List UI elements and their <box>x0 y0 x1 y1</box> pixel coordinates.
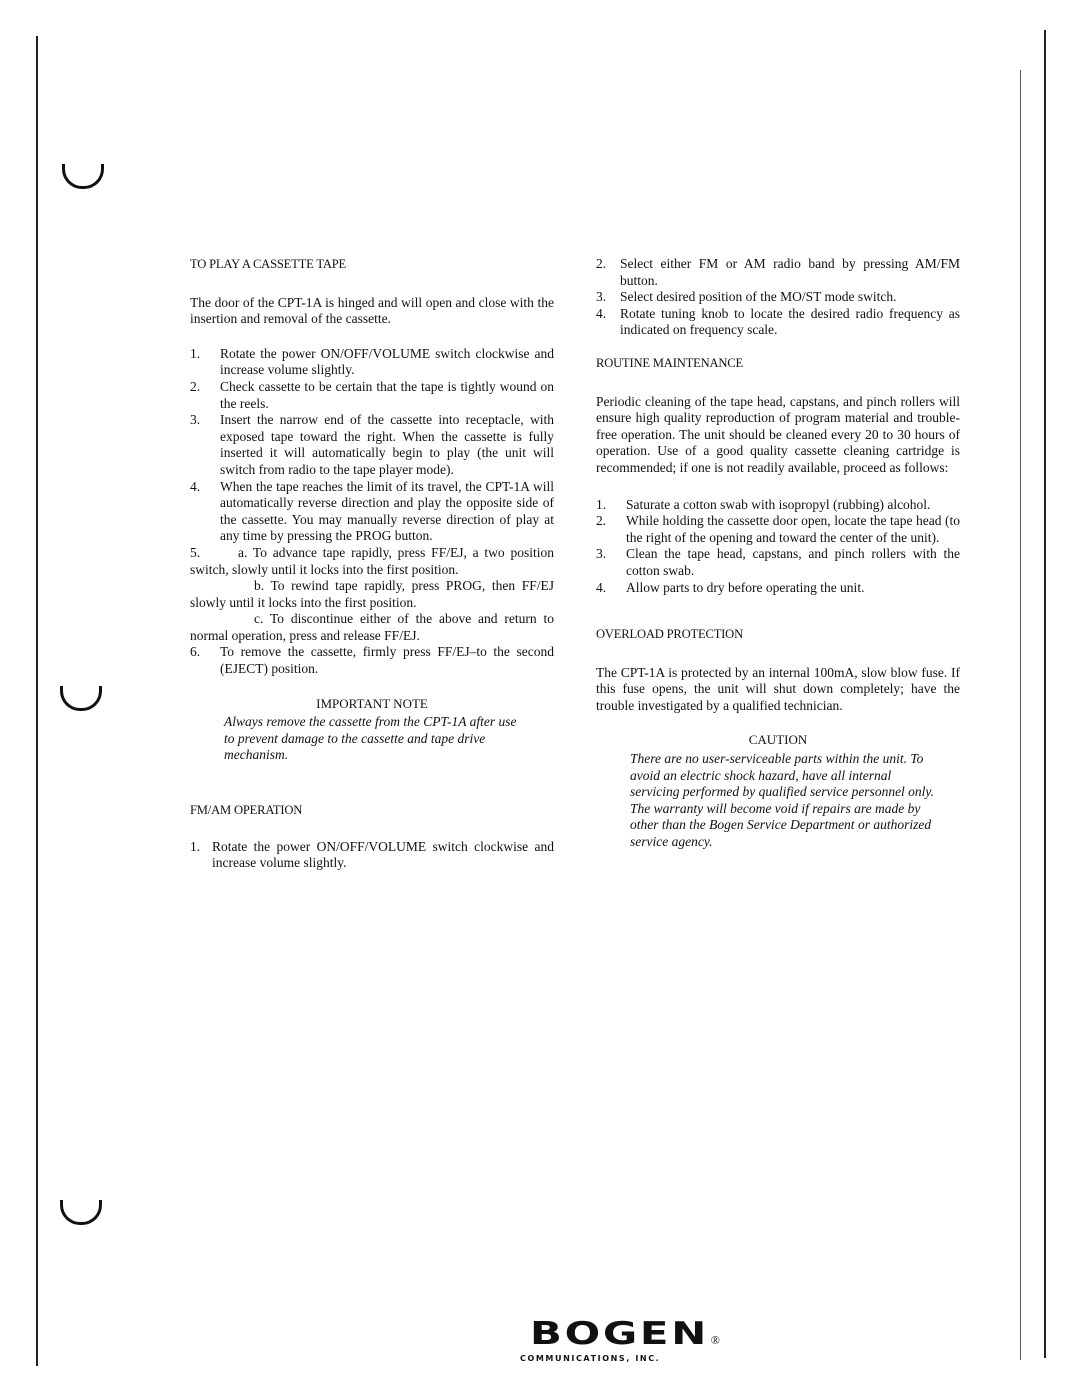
cassette-step: 3. Insert the narrow end of the cassette into receptacle, with exposed tape toward the right. When the cassette is fully inserted it will automatically begin to play (the unit will switch from radio to the tape player mode). <box>190 412 554 477</box>
maintenance-heading: ROUTINE MAINTENANCE <box>596 355 743 370</box>
maintenance-step: 4. Allow parts to dry before operating the unit. <box>596 579 865 595</box>
important-note-body: Always remove the cassette from the CPT-1A after use to prevent damage to the cassette and tape drive mechanism. <box>224 714 517 763</box>
fmam-step: 3. Select desired position of the MO/ST mode switch. <box>596 289 897 305</box>
bogen-logo <box>515 1316 735 1363</box>
scan-edge-right-inner <box>1020 70 1021 1360</box>
fmam-steps <box>190 839 554 872</box>
caution-body: There are no user-serviceable parts within the unit. To avoid an electric shock hazard, have all internal servicing performed by qualified service personnel only. The warranty will become void if repairs are made by other than the Bogen Service Department or authorized service agency. <box>630 751 935 850</box>
logo-subtitle: COMMUNICATIONS, INC. <box>520 1354 661 1363</box>
maintenance-step: 3. Clean the tape head, capstans, and pinch rollers with the cotton swab. <box>596 546 960 578</box>
step5-b: b. To rewind tape rapidly, press PROG, then FF/EJ slowly until it locks into the first position. <box>190 578 554 610</box>
registered-mark: ® <box>710 1332 720 1347</box>
caution-title: CAUTION <box>748 732 808 748</box>
right-column <box>596 256 960 851</box>
cassette-step-6: 6. To remove the cassette, firmly press FF/EJ–to the second (EJECT) position. <box>190 644 554 677</box>
cassette-intro: The door of the CPT-1A is hinged and will open and close with the insertion and removal of the cassette. <box>190 294 554 327</box>
fmam-step: 4. Rotate tuning knob to locate the desired radio frequency as indicated on frequency scale. <box>596 305 960 338</box>
scan-edge-right <box>1044 30 1046 1358</box>
maintenance-steps <box>596 497 960 597</box>
cassette-heading: TO PLAY A CASSETTE TAPE <box>190 257 347 271</box>
scan-edge-left <box>36 36 38 1366</box>
important-note-title: IMPORTANT NOTE <box>316 695 428 711</box>
binder-hole-middle <box>60 686 102 711</box>
binder-hole-bottom <box>60 1200 102 1225</box>
fmam-heading: FM/AM OPERATION <box>190 803 303 818</box>
cassette-step: 2. Check cassette to be certain that the tape is tightly wound on the reels. <box>190 378 554 411</box>
logo-wordmark: BOGEN <box>530 1316 710 1352</box>
step5-c: c. To discontinue either of the above and return to normal operation, press and release FF/EJ. <box>190 611 554 643</box>
overload-body: The CPT-1A is protected by an internal 100mA, slow blow fuse. If this fuse opens, the unit will shut down completely; have the trouble investigated by a qualified technician. <box>596 664 960 713</box>
cassette-step: 4. When the tape reaches the limit of its travel, the CPT-1A will automatically reverse direction and play the opposite side of the cassette. You may manually reverse direction of play at any time by pressing the PROG button. <box>190 478 554 544</box>
fmam-step: 2. Select either FM or AM radio band by pressing AM/FM button. <box>596 256 960 288</box>
fmam-steps-continued <box>596 256 960 339</box>
left-column <box>190 256 554 872</box>
maintenance-intro: Periodic cleaning of the tape head, capstans, and pinch rollers will ensure high quality reproduction of program material and trouble-free operation. The unit should be cleaned every 20 to 30 hours of operation. Use of a good quality cassette cleaning cartridge is recommended; if one is not readily available, proceed as follows: <box>596 393 960 475</box>
fmam-step: 1. Rotate the power ON/OFF/VOLUME switch clockwise and increase volume slightly. <box>190 838 554 871</box>
overload-heading: OVERLOAD PROTECTION <box>596 627 743 642</box>
maintenance-step: 1. Saturate a cotton swab with isopropyl (rubbing) alcohol. <box>596 496 931 512</box>
cassette-step-5: 5. a. To advance tape rapidly, press FF/EJ, a two position switch, slowly until it locks into the first position. b. To rewind tape rapidly, press PROG, then FF/EJ slowly until it locks into the first position. c. To discontinue either of the above and return to normal operation, press and release FF/EJ. <box>190 544 554 643</box>
maintenance-step: 2. While holding the cassette door open, locate the tape head (to the right of the opening and toward the center of the unit). <box>596 513 960 545</box>
cassette-steps <box>190 346 554 678</box>
step5-a: a. To advance tape rapidly, press FF/EJ, a two position switch, slowly until it locks into the first position. <box>190 544 554 577</box>
cassette-step: 1. Rotate the power ON/OFF/VOLUME switch clockwise and increase volume slightly. <box>190 345 554 378</box>
binder-hole-top <box>62 164 104 189</box>
